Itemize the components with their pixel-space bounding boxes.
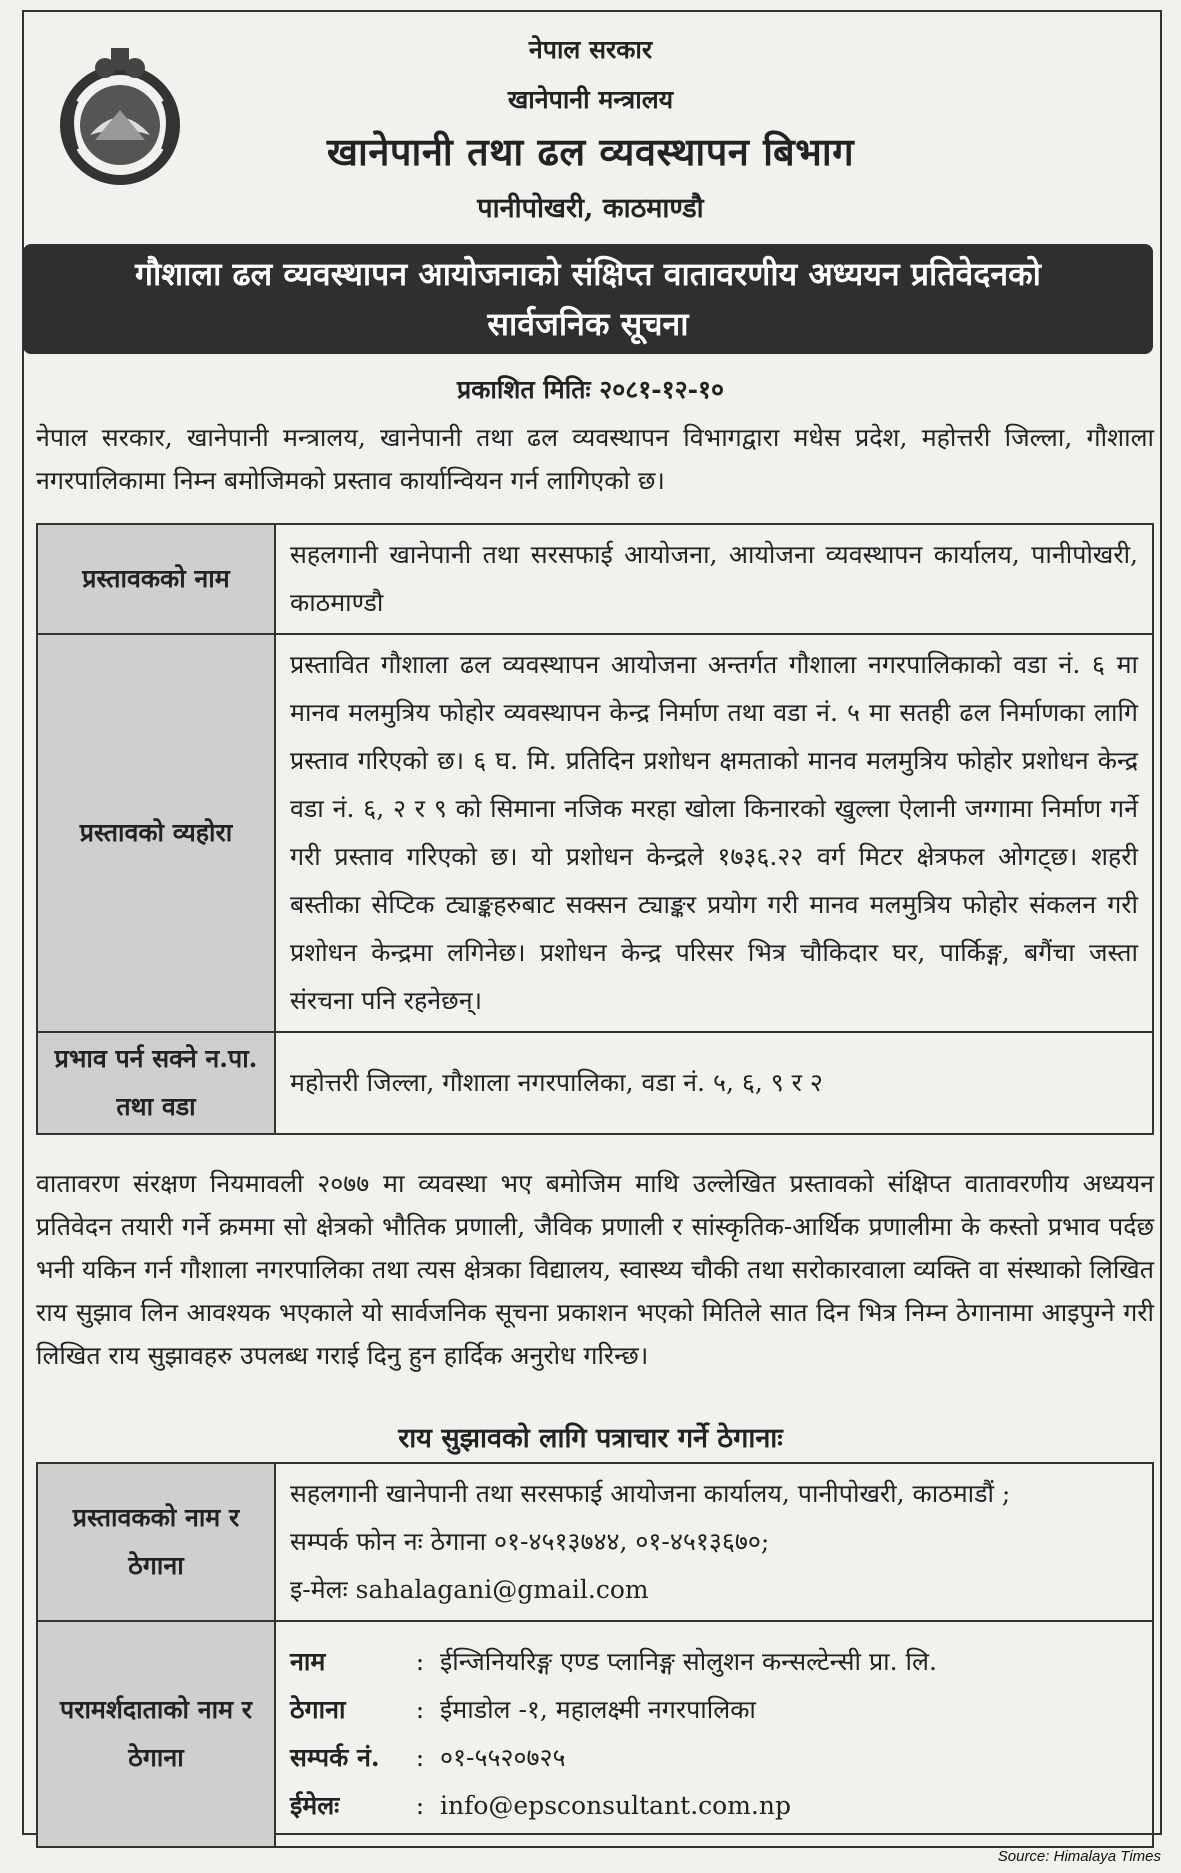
contact-table [36, 1462, 1154, 1848]
consultant-value [275, 1621, 1153, 1847]
proponent-contact-value [275, 1463, 1153, 1621]
consultant-row-phone [290, 1734, 1138, 1782]
intro-paragraph: नेपाल सरकार, खानेपानी मन्त्रालय, खानेपानी तथा ढल व्यवस्थापन विभागद्वारा मधेस प्रदेश, महोत्तरी जिल्ला, गौशाला नगरपालिकामा निम्न बमोजिमको प्रस्ताव कार्यान्वियन गर्न लागिएको छ। [36, 423, 1154, 495]
separator: : [415, 1695, 425, 1724]
notice-banner [23, 244, 1153, 354]
banner-line-2: सार्वजनिक सूचना [487, 305, 689, 343]
consultant-email: info@epsconsultant.com.np [440, 1791, 791, 1820]
proposal-description-label: प्रस्तावको व्यहोरा [37, 634, 275, 1032]
separator: : [415, 1647, 425, 1676]
affected-area-value: महोत्तरी जिल्ला, गौशाला नगरपालिका, वडा नं. ५, ६, ९ र २ [275, 1032, 1153, 1134]
affected-area-label: प्रभाव पर्न सक्ने न.पा. तथा वडा [37, 1032, 275, 1134]
consultant-key: ईमेलः [290, 1791, 340, 1820]
consultant-row-address [290, 1686, 1138, 1734]
proponent-name-value: सहलगानी खानेपानी तथा सरसफाई आयोजना, आयोजना व्यवस्थापन कार्यालय, पानीपोखरी, काठमाण्डौ [275, 524, 1153, 634]
ministry-title: खानेपानी मन्त्रालय [507, 85, 674, 114]
consultant-row-email [290, 1782, 1138, 1830]
table-row [37, 1463, 1153, 1621]
project-details-table [36, 523, 1154, 1135]
table-row [37, 1621, 1153, 1847]
consultant-phone: ०१-५५२०७२५ [440, 1743, 566, 1772]
table-row [37, 1032, 1153, 1134]
proponent-phone: सम्पर्क फोन नः ठेगाना ०१-४५१३७४४, ०१-४५१३६७०; [290, 1527, 770, 1556]
published-date: प्रकाशित मितिः २०८१-१२-१० [457, 375, 724, 404]
table-row [37, 524, 1153, 634]
proponent-contact-label: प्रस्तावकको नाम र ठेगाना [37, 1463, 275, 1621]
separator: : [415, 1743, 425, 1772]
consultant-key: नाम [290, 1647, 326, 1676]
consultant-key: सम्पर्क नं. [290, 1743, 380, 1772]
source-credit: Source: Himalaya Times [997, 1848, 1161, 1865]
request-paragraph: वातावरण संरक्षण नियमावली २०७७ मा व्यवस्था भए बमोजिम माथि उल्लेखित प्रस्तावको संक्षिप्त वातावरणीय अध्ययन प्रतिवेदन तयारी गर्ने क्रममा सो क्षेत्रको भौतिक प्रणाली, जैविक प्रणाली र सांस्कृतिक-आर्थिक प्रणालीमा के कस्तो प्रभाव पर्दछ भनी यकिन गर्न गौशाला नगरपालिका तथा त्यस क्षेत्रका विद्यालय, स्वास्थ्य चौकी तथा सरोकारवाला व्यक्ति वा संस्थाको लिखित राय सुझाव लिन आवश्यक भएकाले यो सार्वजनिक सूचना प्रकाशन भएको मितिले सात दिन भित्र निम्न ठेगानामा आइपुग्ने गरी लिखित राय सुझावहरु उपलब्ध गराई दिनु हुन हार्दिक अनुरोध गरिन्छ। [36, 1169, 1154, 1370]
consultant-label: परामर्शदाताको नाम र ठेगाना [37, 1621, 275, 1847]
separator: : [415, 1791, 425, 1820]
department-title: खानेपानी तथा ढल व्यवस्थापन बिभाग [326, 129, 855, 174]
consultant-address: ईमाडोल -१, महालक्ष्मी नगरपालिका [440, 1695, 756, 1724]
consultant-name: ईन्जिनियरिङ्ग एण्ड प्लानिङ्ग सोलुशन कन्सल्टेन्सी प्रा. लि. [440, 1647, 937, 1676]
proponent-name-label: प्रस्तावकको नाम [37, 524, 275, 634]
proposal-description-value: प्रस्तावित गौशाला ढल व्यवस्थापन आयोजना अन्तर्गत गौशाला नगरपालिकाको वडा नं. ६ मा मानव मलमुत्रिय फोहोर व्यवस्थापन केन्द्र निर्माण तथा वडा नं. ५ मा सतही ढल निर्माणका लागि प्रस्ताव गरिएको छ। ६ घ. मि. प्रतिदिन प्रशोधन क्षमताको मानव मलमुत्रिय फोहोर प्रशोधन केन्द्र वडा नं. ६, २ र ९ को सिमाना नजिक मरहा खोला किनारको खुल्ला ऐलानी जग्गामा निर्माण गर्ने गरी प्रस्ताव गरिएको छ। यो प्रशोधन केन्द्रले १७३६.२२ वर्ग मिटर क्षेत्रफल ओगट्छ। शहरी बस्तीका सेप्टिक ट्याङ्कहरुबाट सक्सन ट्याङ्कर प्रयोग गरी मानव मलमुत्रिय फोहोर संकलन गरी प्रशोधन केन्द्रमा लगिनेछ। प्रशोधन केन्द्र परिसर भित्र चौकिदार घर, पार्किङ्ग, बगैंचा जस्ता संरचना पनि रहनेछन्। [275, 634, 1153, 1032]
department-location: पानीपोखरी, काठमाण्डौ [477, 193, 704, 224]
government-title: नेपाल सरकार [528, 35, 653, 64]
banner-line-1: गौशाला ढल व्यवस्थापन आयोजनाको संक्षिप्त वातावरणीय अध्ययन प्रतिवेदनको [135, 255, 1041, 293]
address-title: राय सुझावको लागि पत्राचार गर्ने ठेगानाः [398, 1423, 783, 1454]
consultant-key: ठेगाना [290, 1695, 346, 1724]
consultant-row-name [290, 1638, 1138, 1686]
proponent-address: सहलगानी खानेपानी तथा सरसफाई आयोजना कार्यालय, पानीपोखरी, काठमाडौं ; [290, 1479, 1011, 1508]
table-row [37, 634, 1153, 1032]
proponent-email: इ-मेलः sahalagani@gmail.com [290, 1575, 649, 1604]
